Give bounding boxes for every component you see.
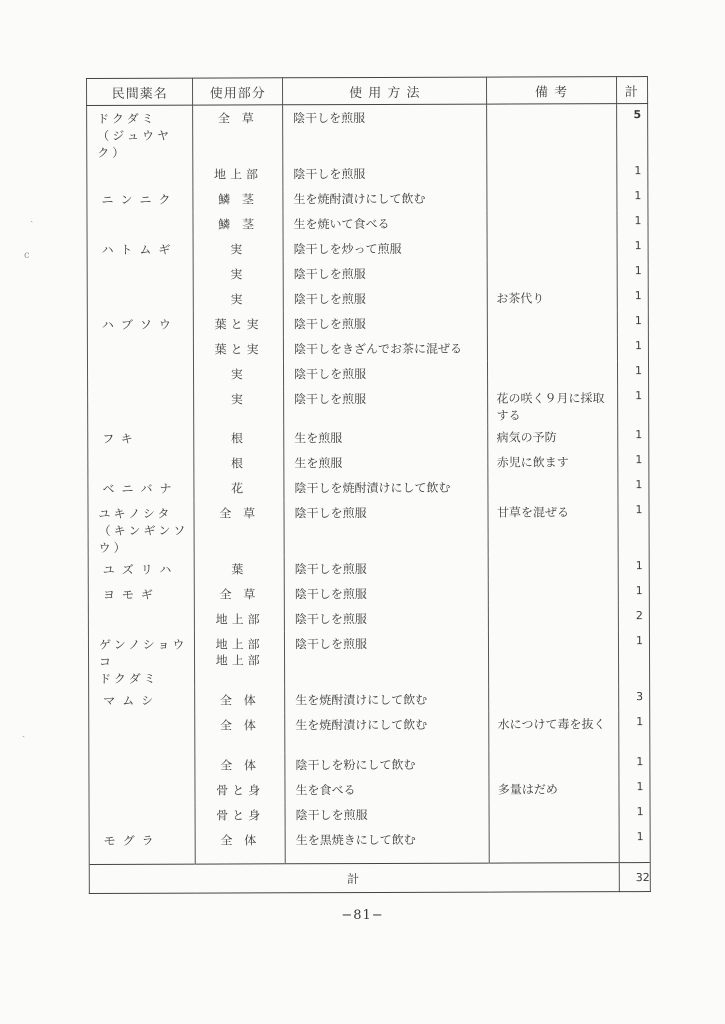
- medicine-table: [86, 76, 651, 894]
- method-cell: 陰干しを煎服: [294, 587, 367, 602]
- part-cell: 全 体: [220, 758, 261, 773]
- count-cell: 1: [634, 289, 642, 303]
- table-row: [88, 474, 649, 501]
- remark-cell: [490, 686, 618, 691]
- part-cell: 葉と実: [214, 317, 263, 332]
- method-cell: 生を煎服: [294, 456, 343, 471]
- remark-cell: [488, 260, 616, 265]
- total-label: 計: [89, 863, 619, 894]
- name-cell: [87, 162, 192, 167]
- count-cell: 1: [634, 214, 642, 228]
- method-cell: 生を煎服: [294, 431, 343, 446]
- part-cell: 全 体: [219, 693, 260, 708]
- remark-cell: [490, 826, 618, 831]
- method-cell: 陰干しを煎服: [293, 267, 366, 282]
- method-cell: 陰干しを煎服: [295, 808, 368, 823]
- table-row: [87, 285, 648, 312]
- table-row: [88, 385, 649, 426]
- method-cell: 陰干しを煎服: [294, 367, 367, 382]
- part-cell: 地上部 地上部: [215, 637, 264, 668]
- method-cell: 生を焼酎漬けにして飲む: [293, 191, 426, 207]
- remark-cell: お茶代り: [496, 291, 545, 306]
- part-cell: 実: [230, 367, 247, 382]
- name-cell: ハトムギ: [101, 242, 178, 257]
- table-row: [89, 711, 650, 753]
- part-cell: 実: [230, 392, 247, 407]
- name-cell: [88, 387, 193, 392]
- name-cell: [88, 337, 193, 342]
- method-cell: 陰干しを煎服: [294, 392, 367, 407]
- part-cell: 実: [230, 292, 247, 307]
- table-row: [87, 260, 648, 287]
- table-row: [89, 826, 650, 864]
- name-cell: ベニバナ: [102, 481, 179, 496]
- remark-cell: [488, 310, 616, 315]
- name-cell: マムシ: [103, 693, 161, 708]
- scan-speck: ˏ: [22, 727, 26, 738]
- count-cell: 5: [633, 108, 642, 122]
- part-cell: 根: [230, 431, 247, 446]
- header-part: 使用部分: [193, 78, 283, 105]
- name-cell: [88, 287, 193, 292]
- part-cell: 鱗 茎: [218, 217, 259, 232]
- table-row: [89, 801, 650, 828]
- table-row: [87, 235, 648, 262]
- count-cell: 1: [636, 805, 644, 819]
- part-cell: 骨と身: [216, 808, 265, 823]
- part-cell: 鱗 茎: [218, 192, 259, 207]
- part-cell: 地上部: [215, 612, 264, 627]
- name-cell: [89, 778, 194, 783]
- remark-cell: [488, 210, 616, 215]
- table-row: [87, 310, 648, 337]
- count-cell: 1: [634, 314, 642, 328]
- remark-cell: 病気の予防: [496, 430, 557, 445]
- method-cell: 陰干しを煎服: [293, 111, 366, 126]
- count-cell: 1: [636, 715, 644, 729]
- count-cell: 1: [635, 364, 643, 378]
- count-cell: 1: [635, 559, 643, 573]
- name-cell: [89, 713, 194, 718]
- part-cell: 実: [230, 242, 247, 257]
- table-row: [88, 424, 649, 451]
- count-cell: 1: [635, 634, 643, 648]
- count-cell: 1: [636, 755, 644, 769]
- count-cell: 1: [635, 428, 643, 442]
- name-cell: ゲンノショウコ ドクダミ: [98, 637, 188, 686]
- name-cell: ユキノシタ （キンギンソウ）: [98, 506, 189, 555]
- remark-cell: [489, 630, 617, 635]
- table-header-row: [87, 77, 648, 106]
- table-row: [87, 210, 648, 237]
- part-cell: 葉と実: [214, 342, 263, 357]
- remark-cell: [488, 104, 616, 109]
- method-cell: 陰干しを煎服: [294, 506, 367, 521]
- method-cell: 陰干しを煎服: [294, 612, 367, 627]
- name-cell: モグラ: [103, 833, 161, 848]
- table-row: [87, 185, 648, 212]
- remark-cell: 多量はだめ: [497, 782, 558, 797]
- method-cell: 生を焼酎漬けにして飲む: [295, 717, 428, 733]
- method-cell: 生を焼酎漬けにして飲む: [295, 692, 428, 708]
- table-row: [88, 499, 649, 557]
- table-row: [89, 751, 650, 778]
- remark-cell: 甘草を混ぜる: [496, 505, 569, 520]
- method-cell: 陰干しを焼酎漬けにして飲む: [294, 480, 451, 496]
- remark-cell: [488, 360, 616, 365]
- method-cell: 陰干しを粉にして飲む: [295, 757, 416, 773]
- header-remark: 備 考: [487, 77, 616, 104]
- count-cell: 1: [635, 478, 643, 492]
- count-cell: 1: [636, 780, 644, 794]
- table-row: [88, 605, 649, 632]
- name-cell: フキ: [102, 431, 140, 446]
- remark-cell: [489, 555, 617, 560]
- part-cell: 全 体: [220, 718, 260, 733]
- total-row: [89, 863, 650, 894]
- count-cell: 1: [635, 584, 643, 598]
- part-cell: 根: [231, 456, 248, 471]
- count-cell: 1: [634, 339, 642, 353]
- table-row: [88, 580, 649, 607]
- method-cell: 陰干しを炒って煎服: [293, 241, 402, 257]
- scan-speck: ˎ: [30, 212, 34, 223]
- method-cell: 陰干しをきざんでお茶に混ぜる: [293, 341, 463, 357]
- table-row: [87, 160, 648, 187]
- method-cell: 生を黒焼きにして飲む: [295, 832, 416, 848]
- method-cell: 陰干しを煎服: [293, 167, 366, 182]
- method-cell: 陰干しを煎服: [293, 292, 366, 307]
- header-method: 使 用 方 法: [283, 77, 487, 105]
- name-cell: ニンニク: [101, 192, 178, 207]
- table-row: [87, 360, 648, 387]
- part-cell: 全 草: [219, 587, 260, 602]
- name-cell: [87, 212, 192, 217]
- name-cell: [88, 262, 193, 267]
- remark-cell: [489, 580, 617, 585]
- part-cell: 全 体: [220, 833, 261, 848]
- part-cell: 骨と身: [216, 783, 265, 798]
- count-cell: 2: [635, 609, 643, 623]
- name-cell: ドクダミ （ジュウヤク）: [97, 111, 172, 160]
- remark-cell: [488, 185, 616, 190]
- part-cell: 葉: [231, 562, 248, 577]
- header-count: 計: [616, 77, 647, 104]
- name-cell: ユズリハ: [102, 562, 179, 577]
- table-row: [89, 686, 650, 713]
- part-cell: 全 草: [217, 111, 258, 126]
- method-cell: 生を焼いて食べる: [293, 216, 390, 232]
- scan-speck: c: [24, 250, 30, 261]
- table-row: [88, 449, 649, 476]
- count-cell: 3: [636, 690, 644, 704]
- table-row: [88, 555, 649, 582]
- remark-cell: 水につけて毒を抜く: [497, 717, 606, 732]
- remark-cell: [489, 474, 617, 479]
- method-cell: 生を食べる: [295, 783, 356, 798]
- part-cell: 花: [231, 481, 248, 496]
- remark-cell: [488, 160, 616, 165]
- count-cell: 1: [634, 264, 642, 278]
- count-cell: 1: [634, 239, 642, 253]
- name-cell: [90, 803, 195, 808]
- name-cell: [88, 362, 193, 367]
- count-cell: 1: [634, 189, 642, 203]
- method-cell: 陰干しを煎服: [293, 317, 366, 332]
- total-value: 32: [619, 863, 650, 892]
- count-cell: 1: [636, 830, 644, 844]
- page-number: −81−: [341, 908, 384, 923]
- count-cell: 1: [635, 389, 643, 403]
- table-row: [88, 630, 649, 688]
- remark-cell: 花の咲く９月に採取する: [496, 391, 605, 423]
- remark-cell: [490, 801, 618, 806]
- name-cell: [88, 451, 193, 456]
- part-cell: 実: [230, 267, 247, 282]
- table-row: [87, 104, 648, 162]
- method-cell: 陰干しを煎服: [294, 637, 368, 652]
- count-cell: 1: [635, 453, 643, 467]
- remark-cell: [490, 751, 618, 756]
- name-cell: [89, 753, 194, 758]
- header-name: 民間薬名: [87, 78, 193, 105]
- method-cell: 陰干しを煎服: [294, 562, 367, 577]
- part-cell: 地上部: [214, 167, 263, 182]
- remark-cell: [488, 235, 616, 240]
- remark-cell: 赤児に飲ます: [496, 455, 569, 470]
- table-row: [89, 776, 650, 803]
- table-row: [87, 335, 648, 362]
- count-cell: 1: [635, 503, 643, 517]
- name-cell: ヨモギ: [102, 587, 160, 602]
- count-cell: 1: [634, 164, 642, 178]
- remark-cell: [488, 335, 616, 340]
- name-cell: ハブソウ: [101, 317, 178, 332]
- name-cell: [89, 607, 194, 612]
- remark-cell: [489, 605, 617, 610]
- part-cell: 全 草: [219, 506, 260, 521]
